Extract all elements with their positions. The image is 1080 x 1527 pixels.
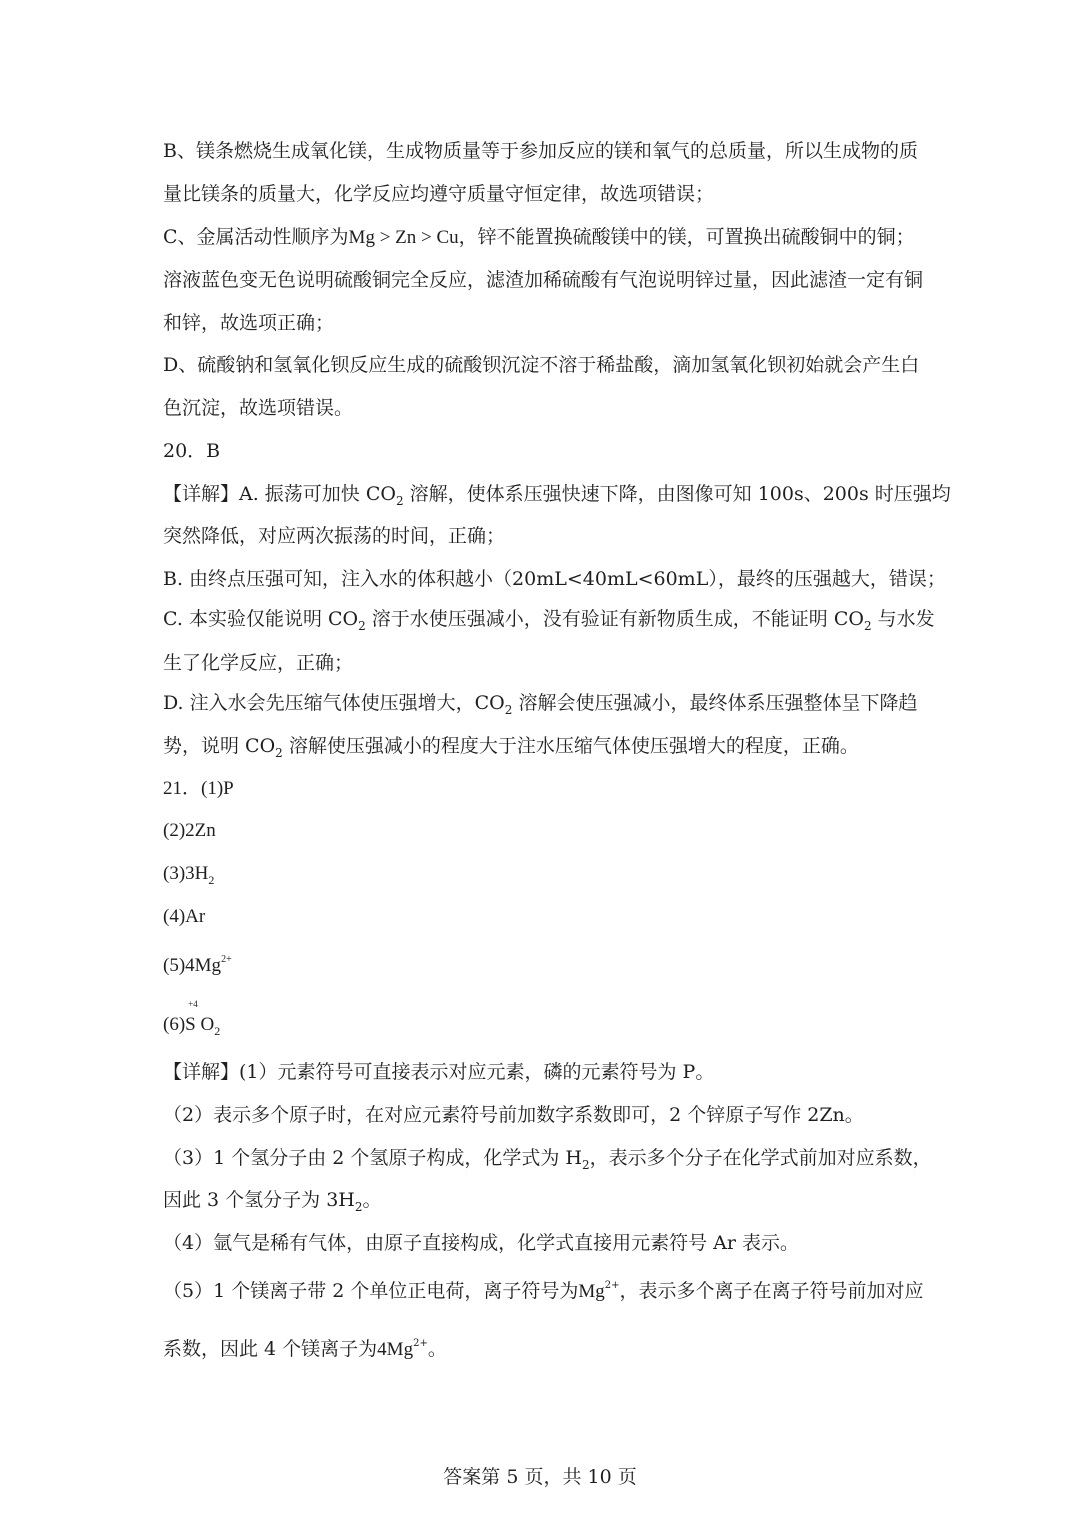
subscript: 2 — [275, 746, 283, 760]
q20-detail-a-line1 — [163, 481, 951, 507]
q20-detail-c-line1 — [163, 606, 935, 632]
q20-detail-c-line2: 生了化学反应，正确； — [163, 652, 354, 674]
subscript: 2 — [358, 619, 366, 633]
text: ，表示多个分子在化学式前加对应系数， — [589, 1147, 932, 1169]
q20-detail-b: B. 由终点压强可知，注入水的体积越小（20mL<40mL<60mL），最终的压强越大，错误； — [163, 568, 946, 590]
q21-detail-3-line1 — [163, 1145, 932, 1171]
text: 与水发 — [871, 608, 935, 630]
q19-option-b-line2: 量比镁条的质量大，化学反应均遵守质量守恒定律，故选项错误； — [163, 183, 715, 205]
subscript: 2 — [214, 1024, 221, 1038]
text: 溶于水使压强减小，没有验证有新物质生成，不能证明 CO — [365, 608, 864, 630]
formula: Mg — [578, 1281, 605, 1302]
q21-answer-2: (2)2Zn — [163, 820, 216, 841]
subscript: 2 — [504, 703, 513, 717]
subscript: 2 — [354, 1200, 363, 1214]
q19-option-c-line1 — [163, 224, 915, 251]
text: 溶解会使压强减小，最终体系压强整体呈下降趋 — [512, 692, 918, 714]
valence: +4 — [188, 999, 198, 1009]
q19-option-d-line2: 色沉淀，故选项错误。 — [163, 397, 354, 419]
subscript: 2 — [863, 619, 872, 633]
text: （3）1 个氢分子由 2 个氢原子构成，化学式为 H — [163, 1147, 582, 1169]
text: ，表示多个离子在离子符号前加对应 — [619, 1280, 924, 1302]
q19-option-c-line2: 溶液蓝色变无色说明硫酸铜完全反应，滤渣加稀硫酸有气泡说明锌过量，因此滤渣一定有铜 — [163, 269, 924, 291]
subscript: 2 — [582, 1158, 590, 1172]
q21-detail-5-line2 — [163, 1336, 447, 1363]
q21-detail-1: 【详解】(1）元素符号可直接表示对应元素，磷的元素符号为 P。 — [163, 1061, 715, 1083]
text: 。 — [427, 1338, 447, 1360]
text: (5) — [163, 955, 186, 976]
sulfur-with-valence — [185, 999, 198, 1038]
q21-answer-6 — [163, 999, 221, 1038]
text: 溶解，使体系压强快速下降，由图像可知 100s、200s 时压强均 — [403, 483, 951, 505]
subscript: 2 — [208, 873, 215, 887]
text: （5）1 个镁离子带 2 个单位正电荷，离子符号为 — [163, 1280, 579, 1302]
q21-answer-4: (4)Ar — [163, 906, 206, 927]
text: (3) — [163, 863, 186, 884]
superscript: 2+ — [604, 1280, 620, 1291]
q20-detail-d-line2 — [163, 733, 859, 759]
superscript: 2+ — [413, 1338, 428, 1349]
text: (6) — [163, 1014, 186, 1035]
q21-detail-5-line1 — [163, 1278, 924, 1305]
text: D. 注入水会先压缩气体使压强增大，CO — [163, 692, 505, 714]
text: 【详解】A. 振荡可加快 CO — [163, 483, 396, 505]
q21-detail-4: （4）氩气是稀有气体，由原子直接构成，化学式直接用元素符号 Ar 表示。 — [163, 1232, 799, 1254]
formula: 4Mg — [185, 955, 222, 976]
element: O — [200, 1014, 215, 1035]
activity-order: Mg > Zn > Cu — [348, 227, 459, 248]
text: 。 — [362, 1189, 382, 1211]
q21-answer-1: 21．(1)P — [163, 778, 234, 799]
q21-answer-5 — [163, 953, 232, 979]
page-footer: 答案第 5 页，共 10 页 — [443, 1466, 637, 1488]
formula: 3H — [185, 863, 209, 884]
text: C. 本实验仅能说明 CO — [163, 608, 359, 630]
q20-detail-a-line2: 突然降低，对应两次振荡的时间，正确； — [163, 525, 506, 547]
q21-answer-3 — [163, 861, 214, 887]
text: 势，说明 CO — [163, 735, 276, 757]
element: S — [185, 1014, 196, 1035]
text: 溶解使压强减小的程度大于注水压缩气体使压强增大的程度，正确。 — [282, 735, 859, 757]
text: 系数，因此 4 个镁离子为 — [163, 1338, 378, 1360]
q21-detail-2: （2）表示多个原子时，在对应元素符号前加数字系数即可，2 个锌原子写作 2Zn。 — [163, 1104, 864, 1126]
subscript: 2 — [395, 494, 404, 508]
formula: 4Mg — [377, 1339, 414, 1360]
text: ，锌不能置换硫酸镁中的镁，可置换出硫酸铜中的铜； — [458, 226, 915, 248]
q21-detail-3-line2 — [163, 1187, 382, 1213]
superscript: 2+ — [221, 954, 232, 965]
text: C、金属活动性顺序为 — [163, 226, 349, 248]
q20-answer: 20．B — [163, 440, 221, 462]
q19-option-d-line1: D、硫酸钠和氢氧化钡反应生成的硫酸钡沉淀不溶于稀盐酸，滴加氢氧化钡初始就会产生白 — [163, 354, 920, 376]
q19-option-b-line1: B、镁条燃烧生成氧化镁，生成物质量等于参加反应的镁和氧气的总质量，所以生成物的质 — [163, 140, 918, 162]
q20-detail-d-line1 — [163, 690, 917, 716]
text: 因此 3 个氢分子为 3H — [163, 1189, 355, 1211]
q19-option-c-line3: 和锌，故选项正确； — [163, 312, 335, 334]
